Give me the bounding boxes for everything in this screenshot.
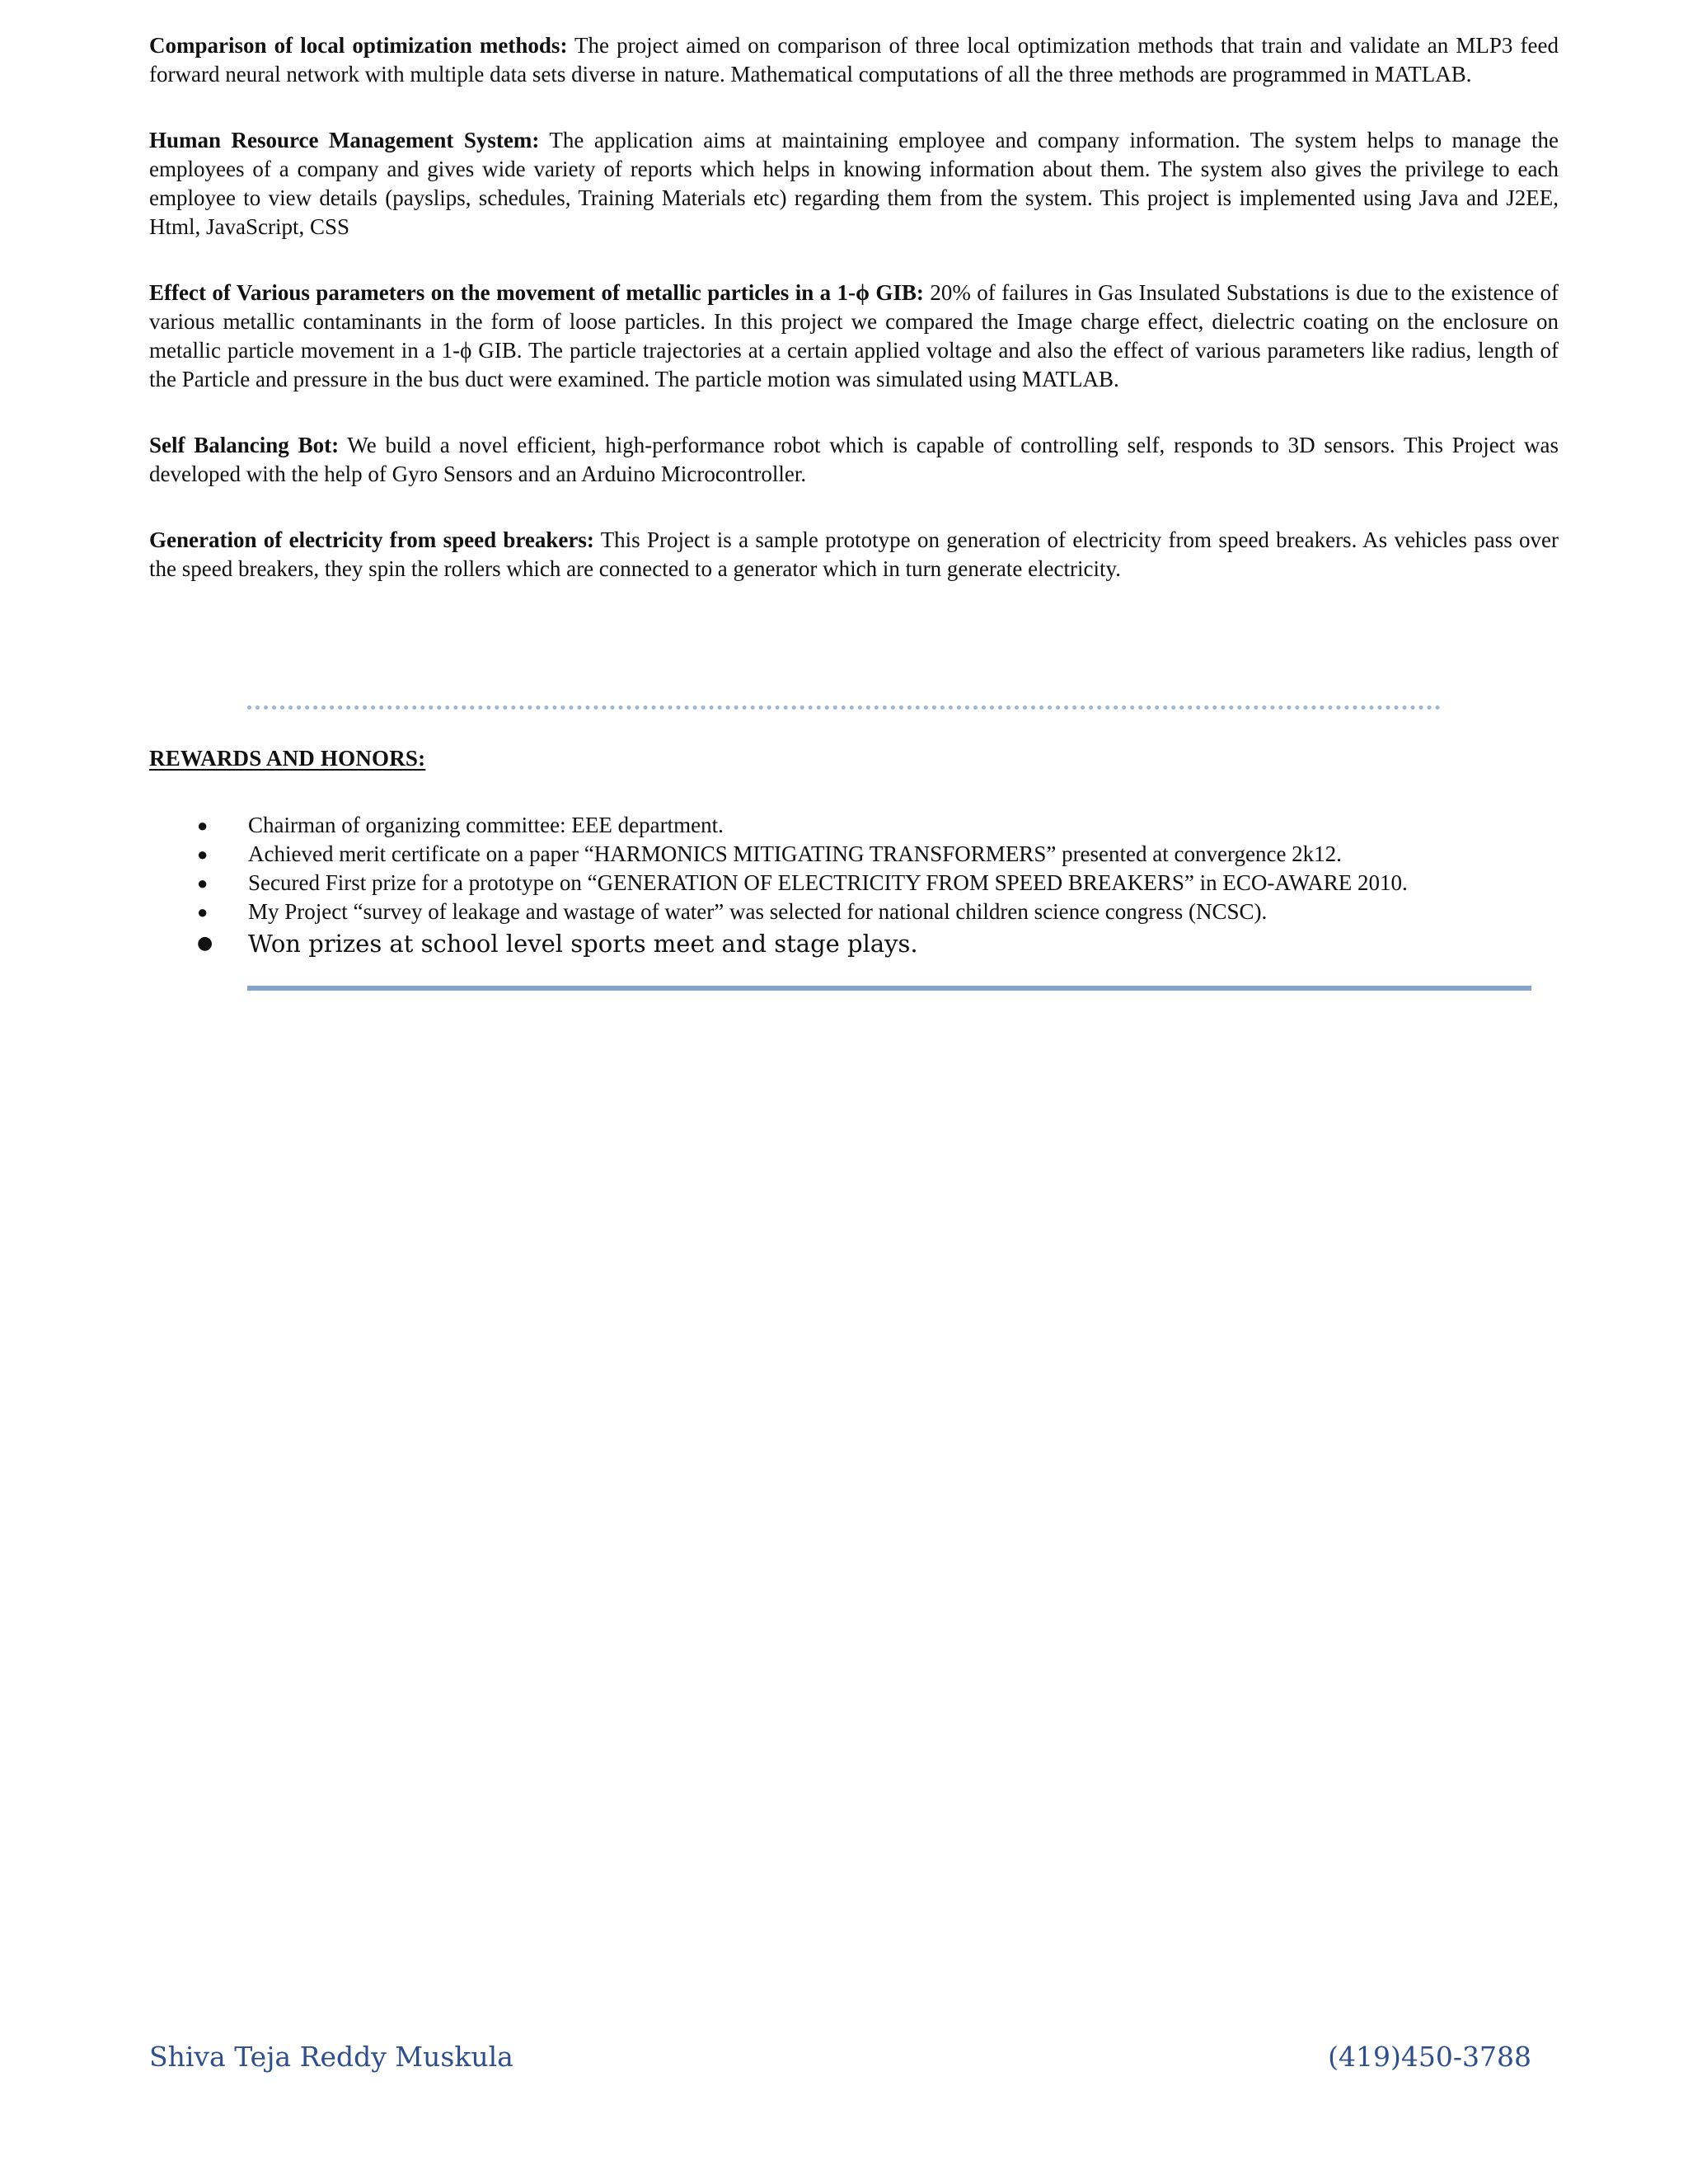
list-item — [149, 811, 1567, 840]
list-item — [149, 926, 1567, 961]
solid-divider — [247, 986, 1531, 991]
project-entry — [149, 279, 1559, 394]
project-description: The application aims at maintaining employee and company information. The system helps to manage the employees of a company and gives wide variety of reports which helps in knowing information about them. The system also gives the privilege to each employee to view details (payslips, schedules, Training Materials etc) regarding them from the system. This project is implemented using Java and J2EE, Html, JavaScript, CSS — [149, 128, 1559, 239]
honor-text: Chairman of organizing committee: EEE department. — [248, 813, 724, 837]
bullet-icon: ● — [197, 902, 209, 922]
footer-name: Shiva Teja Reddy Muskula — [149, 2041, 513, 2073]
list-item — [149, 840, 1567, 869]
project-description: The project aimed on comparison of three local optimization methods that train and validate an MLP3 feed forward neural network with multiple data sets diverse in nature. Mathematical computations of all the three methods are programmed in MATLAB. — [149, 33, 1559, 87]
project-entry — [149, 126, 1559, 241]
list-item — [149, 869, 1567, 898]
project-entry — [149, 431, 1559, 489]
project-title: Comparison of local optimization methods: — [149, 33, 568, 58]
bullet-icon: ● — [197, 933, 213, 954]
honor-text: Won prizes at school level sports meet and stage plays. — [248, 930, 918, 958]
project-title: Human Resource Management System: — [149, 128, 540, 152]
project-entry — [149, 526, 1559, 583]
project-title: Self Balancing Bot: — [149, 433, 340, 457]
footer-phone: (419)450-3788 — [1328, 2041, 1531, 2073]
honor-text: Achieved merit certificate on a paper “HARMONICS MITIGATING TRANSFORMERS” presented at convergence 2k12. — [248, 841, 1342, 866]
honor-text: My Project “survey of leakage and wastage of water” was selected for national children science congress (NCSC). — [248, 899, 1268, 924]
honor-text: Secured First prize for a prototype on “GENERATION OF ELECTRICITY FROM SPEED BREAKERS” in ECO-AWARE 2010. — [248, 870, 1408, 895]
dotted-divider — [247, 705, 1441, 710]
bullet-icon: ● — [197, 873, 209, 893]
projects-section — [149, 31, 1559, 621]
bullet-icon: ● — [197, 844, 209, 865]
project-title: Generation of electricity from speed breakers: — [149, 527, 594, 552]
bullet-icon: ● — [197, 815, 209, 836]
project-description: We build a novel efficient, high-performance robot which is capable of controlling self, responds to 3D sensors. This Project was developed with the help of Gyro Sensors and an Arduino Microcontroller. — [149, 433, 1559, 486]
project-entry — [149, 31, 1559, 89]
section-heading-rewards: REWARDS AND HONORS: — [149, 746, 426, 771]
honors-list — [149, 811, 1567, 961]
project-title: Effect of Various parameters on the movement of metallic particles in a 1-ϕ GIB: — [149, 280, 924, 305]
project-description: This Project is a sample prototype on generation of electricity from speed breakers. As vehicles pass over the speed breakers, they spin the rollers which are connected to a generator which in turn generate electricity. — [149, 527, 1559, 581]
project-description: 20% of failures in Gas Insulated Substations is due to the existence of various metallic contaminants in the form of loose particles. In this project we compared the Image charge effect, dielectric coating on the enclosure on metallic particle movement in a 1-ϕ GIB. The particle trajectories at a certain applied voltage and also the effect of various parameters like radius, length of the Particle and pressure in the bus duct were examined. The particle motion was simulated using MATLAB. — [149, 280, 1559, 391]
list-item — [149, 898, 1567, 926]
